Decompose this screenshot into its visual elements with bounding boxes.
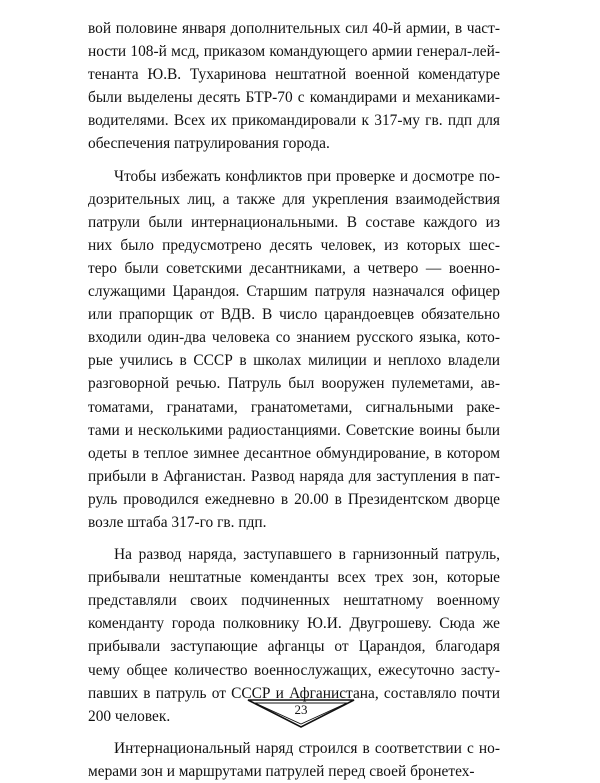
text-line: тенанта Ю.В. Тухаринова нештатной военной комендатуре — [88, 66, 500, 84]
text-line: На развод наряда, заступавшего в гарнизонный патруль, — [114, 546, 500, 564]
text-line: или прапорщик от ВДВ. В число царандоевцев обязательно — [88, 306, 500, 324]
text-line: разговорной речью. Патруль был вооружен пулеметами, ав- — [88, 375, 500, 393]
text-line: 200 человек. — [88, 707, 171, 725]
page-number: 23 — [294, 702, 308, 717]
paragraph — [88, 17, 500, 156]
text-line: служащими Царандоя. Старшим патруля назначался офицер — [88, 283, 500, 301]
text-line: прибыли в Афганистан. Развод наряда для заступления в пат- — [88, 467, 500, 485]
text-line: коменданту города полковнику Ю.И. Двугрошеву. Сюда же — [88, 615, 500, 633]
text-line: рые учились в СССР в школах милиции и неплохо владели — [88, 352, 500, 370]
text-line: были выделены десять БТР-70 с командирами и механиками- — [88, 89, 500, 107]
text-line: одеты в теплое зимнее десантное обмундирование, в котором — [88, 444, 500, 462]
text-line: входили один-два человека со знанием русского языка, кото- — [88, 329, 500, 347]
text-line: ности 108-й мсд, приказом командующего армии генерал-лей- — [88, 43, 500, 61]
text-line: обеспечения патрулирования города. — [88, 135, 330, 153]
body-text — [88, 17, 500, 783]
paragraph — [88, 165, 500, 535]
text-line: прибывали нештатные коменданты всех трех зон, которые — [88, 569, 500, 587]
text-line: теро были советскими десантниками, а четверо — военно- — [88, 259, 500, 277]
text-line: водителями. Всех их прикомандировали к 317-му гв. пдп для — [88, 112, 500, 130]
text-line: представляли своих подчиненных нештатному военному — [88, 592, 500, 610]
text-line: возле штаба 317-го гв. пдп. — [88, 513, 267, 531]
text-line: дозрительных лиц, а также для укрепления взаимодействия — [88, 190, 500, 208]
text-line: Чтобы избежать конфликтов при проверке и досмотре по- — [114, 167, 500, 185]
text-line: вой половине января дополнительных сил 40-й армии, в част- — [88, 20, 500, 37]
text-line: руль проводился ежедневно в 20.00 в Президентском дворце — [88, 490, 500, 508]
text-line: томатами, гранатами, гранатометами, сигнальными раке- — [88, 398, 500, 416]
text-line: Интернациональный наряд строился в соответствии с но- — [114, 739, 500, 757]
text-line: патрули были интернациональными. В составе каждого из — [88, 213, 500, 231]
text-line: чему общее количество военнослужащих, ежесуточно засту- — [88, 661, 500, 679]
text-line: них было предусмотрено десять человек, из которых шес- — [88, 236, 500, 254]
page-folio — [245, 699, 357, 729]
paragraph — [88, 737, 500, 783]
text-line: павших в патруль от СССР и Афганистана, составляло почти — [88, 684, 500, 702]
text-line: тами и несколькими радиостанциями. Советские воины были — [88, 421, 500, 439]
text-line: мерами зон и маршрутами патрулей перед своей бронетех- — [88, 762, 475, 780]
text-line: прибывали заступающие афганцы от Царандоя, благодаря — [88, 638, 500, 656]
